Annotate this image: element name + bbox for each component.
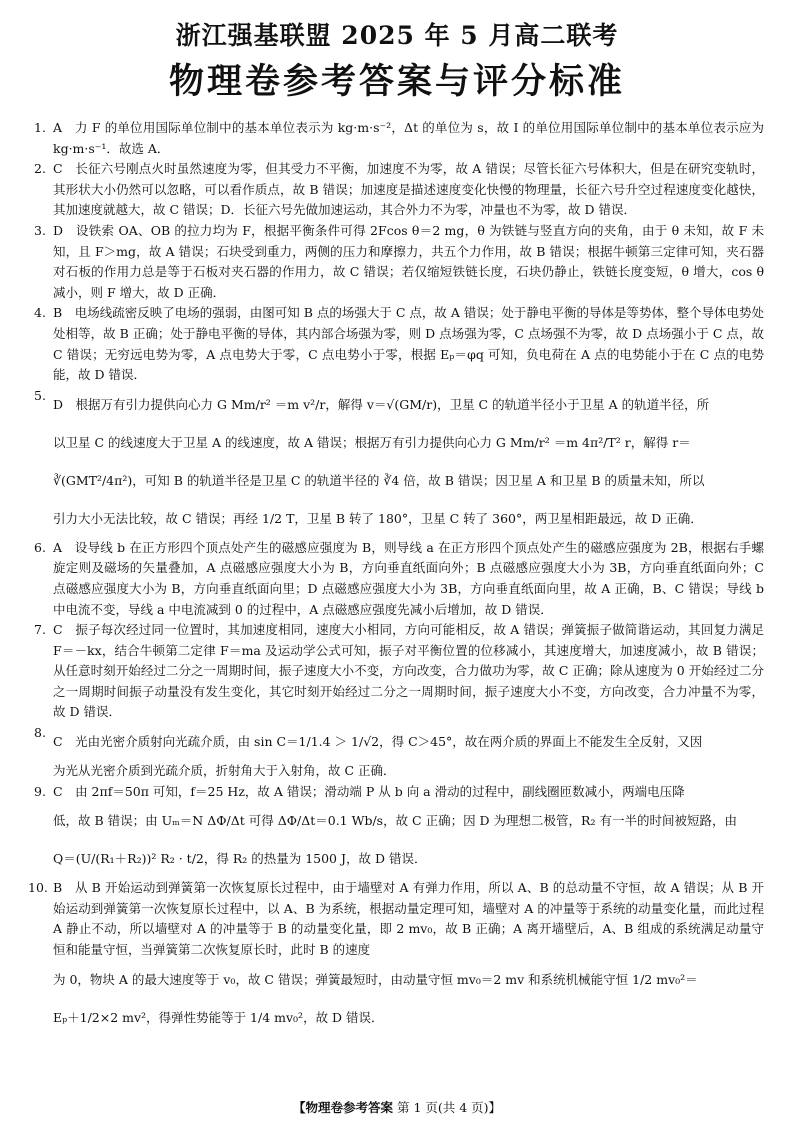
document-subtitle: 物理卷参考答案与评分标准: [168, 61, 625, 102]
answer-text: A 设导线 b 在正方形四个顶点处产生的磁感应强度为 B，则导线 a 在正方形四个顶点处产生的磁感应强度为 2B，根据右手螺旋定则及磁场的矢量叠加，A 点磁感应强度大小为 B，方向垂直纸面向外；B 点磁感应强度大小为 3B，方向垂直纸面向外；C 点磁感应强度大小为 B，方向垂直纸面向里；D 点磁感应强度大小为 3B，方向垂直纸面向里，故 A 正确，B、C 错误；导线 b 中电流不变，导线 a 中电流减到 0 的过程中，A 点磁感应强度先减小后增加，故 D 错误．: [53, 539, 764, 617]
answer-text: ∛(GMT²/4π²)，可知 B 的轨道半径是卫星 C 的轨道半径的 ∛4 倍，故 B 错误；因卫星 A 和卫星 B 的质量未知，所以: [53, 472, 705, 488]
answer-text: C 长征六号刚点火时虽然速度为零，但其受力不平衡，加速度不为零，故 A 错误；尽管长征六号体积大，但是在研究变轨时，其形状大小仍然可以忽略，可以看作质点，故 B 错误；加速度是描述速度变化快慢的物理量，长征六号升空过程速度变化越快，其加速度就越大，故 C 错误；D．长征六号先做加速运动，其合外力不为零，冲量也不为零，故 D 错误．: [53, 161, 764, 218]
answer-item: [34, 303, 764, 385]
answer-item: [34, 159, 764, 221]
answer-text: D 根据万有引力提供向心力 G Mm/r² ＝m v²/r，解得 v＝√(GM/r)，卫星 C 的轨道半径小于卫星 A 的轨道半径，所: [53, 396, 710, 412]
answer-number: 9.: [34, 783, 46, 799]
answer-text: B 从 B 开始运动到弹簧第一次恢复原长过程中，由于墙壁对 A 有弹力作用，所以 A、B 的总动量不守恒，故 A 错误；从 B 开始运动到弹簧第一次恢复原长过程中，以 A、B 为系统，根据动量定理可知，墙壁对 A 的冲量等于系统的动量变化量，而此过程 A 静止不动，所以墙壁对 A 的冲量等于 B 的动量变化量，即 2 mv₀，故 B 正确；A 离开墙壁后，A、B 组成的系统满足动量守恒和能量守恒，当弹簧第二次恢复原长时，此时 B 的速度: [53, 880, 764, 958]
answer-number: 5.: [34, 387, 46, 403]
answer-item: [34, 620, 764, 723]
answer-number: 1.: [34, 120, 46, 135]
answer-text: B 电场线疏密反映了电场的强弱，由图可知 B 点的场强大于 C 点，故 A 错误；处于静电平衡的导体是等势体，整个导体电势处处相等，故 B 正确；处于静电平衡的导体，其内部合场强为零，则 D 点场强为零，C 点场强不为零，故 D 点场强小于 C 点，故 C 错误；无穷远电势为零，A 点电势大于零，C 点电势小于零，根据 Eₚ＝φq 可知，负电荷在 A 点的电势能小于在 C 点的电势能，故 D 错误．: [53, 305, 764, 383]
answer-text: C 振子每次经过同一位置时，其加速度相同，速度大小相同，方向可能相反，故 A 错误；弹簧振子做简谐运动，其回复力满足 F＝－kx，结合牛顿第二定律 F＝ma 及运动学公式可知，振子对平衡位置的位移减小，其速度增大，加速度减小，故 B 错误；从任意时刻开始经过二分之一周期时间，振子速度大小不变，方向改变，合力做功为零，故 C 正确；除从速度为 0 开始经过二分之一周期时间振子动量没有发生变化，其它时刻开始经过二分之一周期时间，振子速度大小不变，方向改变，合力冲量不为零，故 D 错误．: [53, 622, 764, 720]
answer-text: Eₚ＋1/2×2 mv²，得弹性势能等于 1/4 mv₀²，故 D 错误．: [53, 1009, 384, 1025]
answer-number: 2.: [34, 161, 46, 177]
answer-text: 低，故 B 错误；由 Uₘ＝N ΔΦ/Δt 可得 ΔΦ/Δt＝0.1 Wb/s，故 C 正确；因 D 为理想二极管，R₂ 有一半的时间被短路，由: [53, 813, 737, 829]
answer-text: D 设铁索 OA、OB 的拉力均为 F，根据平衡条件可得 2Fcos θ＝2 mg，θ 为铁链与竖直方向的夹角，由于 θ 未知，故 F 未知，且 F＞mg，故 A 错误；石块受到重力，两侧的压力和摩擦力，共五个力作用，故 B 错误；根据牛顿第三定律可知，夹石器对石板的作用力总是等于石板对夹石器的作用力，故 C 错误；若仅缩短铁链长度，石块仍静止，铁链长度变短，θ 增大，cos θ 减小，则 F 增大，故 D 正确．: [53, 222, 764, 300]
answer-item: [34, 538, 764, 620]
answer-item: [34, 221, 764, 303]
answer-number: 7.: [34, 622, 46, 638]
footer-label: 【物理卷参考答案: [292, 1100, 393, 1115]
answer-item: [34, 118, 764, 159]
answer-text: 引力大小无法比较，故 C 错误；再经 1/2 T，卫星 B 转了 180°，卫星 C 转了 360°，两卫星相距最远，故 D 正确．: [53, 510, 703, 526]
answer-text: 以卫星 C 的线速度大于卫星 A 的线速度，故 A 错误；根据万有引力提供向心力 G Mm/r² ＝m 4π²/T² r，解得 r＝: [53, 434, 691, 450]
answer-item: [28, 878, 764, 1036]
answer-item: [34, 723, 764, 782]
answer-list: [28, 118, 764, 1037]
answer-number: 3.: [34, 222, 46, 238]
answer-number: 6.: [34, 539, 46, 555]
answer-item: [34, 782, 764, 879]
answer-text: 为光从光密介质到光疏介质，折射角大于入射角，故 C 正确．: [53, 763, 396, 779]
answer-text: C 由 2πf＝50π 可知，f＝25 Hz，故 A 错误；滑动端 P 从 b 向 a 滑动的过程中，副线圈匝数减小，两端电压降: [53, 783, 685, 799]
exam-title: 浙江强基联盟 2025 年 5 月高二联考: [175, 21, 619, 50]
answer-text: A 力 F 的单位用国际单位制中的基本单位表示为 kg·m·s⁻²，Δt 的单位为 s，故 I 的单位用国际单位制中的基本单位表示应为 kg·m·s⁻¹．故选 A．: [53, 120, 764, 156]
answer-text: 为 0，物块 A 的最大速度等于 v₀，故 C 错误；弹簧最短时，由动量守恒 mv₀＝2 mv 和系统机械能守恒 1/2 mv₀²＝: [53, 971, 698, 987]
answer-text: Q＝(U/(R₁＋R₂))² R₂ · t/2，得 R₂ 的热量为 1500 J，故 D 错误．: [53, 851, 427, 867]
page-footer: [0, 1098, 794, 1116]
answer-number: 10.: [28, 880, 48, 896]
footer-page-number: 第 1 页(共 4 页)】: [396, 1100, 502, 1115]
answer-item: [34, 386, 764, 538]
answer-text: C 光由光密介质射向光疏介质，由 sin C＝1/1.4 ＞ 1/√2，得 C＞45°，故在两介质的界面上不能发生全反射，又因: [53, 734, 703, 750]
answer-number: 4.: [34, 305, 46, 321]
answer-number: 8.: [34, 725, 46, 741]
